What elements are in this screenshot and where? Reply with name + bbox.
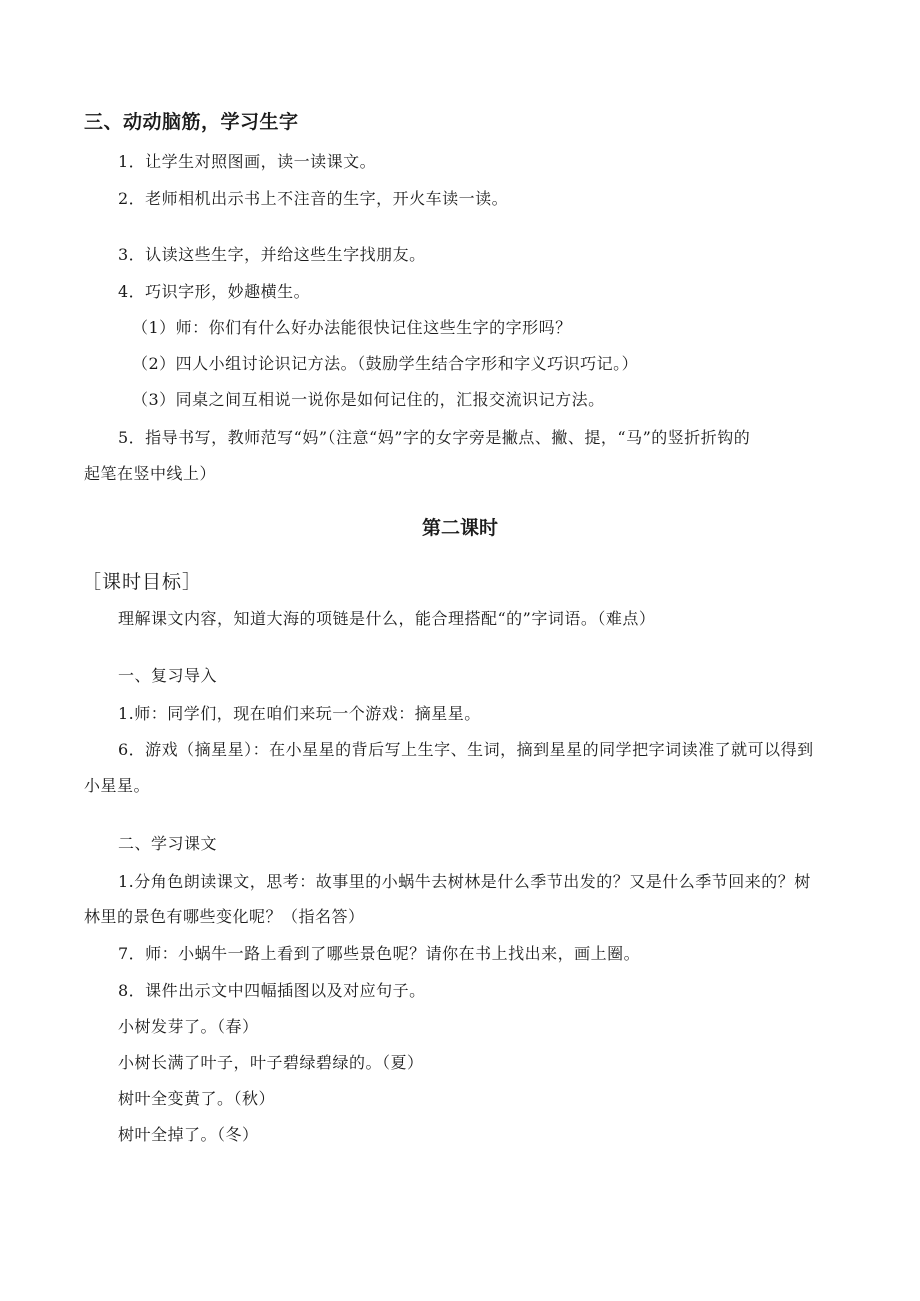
example-sentence: 树叶全变黄了。（秋） <box>118 1089 276 1108</box>
goal-heading: ［课时目标］ <box>82 571 203 593</box>
list-item: 1．让学生对照图画，读一读课文。 <box>118 152 377 171</box>
sub-list-item: （3）同桌之间互相说一说你是如何记住的，汇报交流识记方法。 <box>132 390 605 409</box>
section-heading: 三、动动脑筋，学习生字 <box>84 111 299 133</box>
list-item: 3．认读这些生字，并给这些生字找朋友。 <box>118 245 426 264</box>
list-item: 8．课件出示文中四幅插图以及对应句子。 <box>118 981 426 1000</box>
list-item: 7．师：小蜗牛一路上看到了哪些景色呢？请你在书上找出来，画上圈。 <box>118 944 641 963</box>
list-item: 4．巧识字形，妙趣横生。 <box>118 282 311 301</box>
list-item: 6．游戏（摘星星）：在小星星的背后写上生字、生词，摘到星星的同学把字词读准了就可以得到 <box>118 740 814 759</box>
goal-text: 理解课文内容，知道大海的项链是什么，能合理搭配“的”字词语。（难点） <box>118 609 656 628</box>
list-item: 1.师：同学们，现在咱们来玩一个游戏：摘星星。 <box>118 704 481 723</box>
sub-list-item: （1）师：你们有什么好办法能很快记住这些生字的字形吗？ <box>132 318 572 337</box>
example-sentence: 小树长满了叶子，叶子碧绿碧绿的。（夏） <box>118 1053 424 1072</box>
lesson-title: 第二课时 <box>421 517 498 539</box>
list-item-continuation: 小星星。 <box>84 776 151 795</box>
list-item: 1.分角色朗读课文，思考：故事里的小蜗牛去树林是什么季节出发的？又是什么季节回来的？树 <box>118 872 811 891</box>
example-sentence: 树叶全掉了。（冬） <box>118 1125 259 1144</box>
part-heading: 二、学习课文 <box>118 834 218 853</box>
list-item: 5．指导书写，教师范写“妈”（注意“妈”字的女字旁是撇点、撇、提，“马”的竖折折钩的 <box>118 428 751 447</box>
list-item-continuation: 起笔在竖中线上） <box>84 464 217 483</box>
sub-list-item: （2）四人小组讨论识记方法。（鼓励学生结合字形和字义巧识巧记。） <box>132 354 639 373</box>
example-sentence: 小树发芽了。（春） <box>118 1017 259 1036</box>
list-item-continuation: 林里的景色有哪些变化呢？（指名答） <box>84 907 365 926</box>
list-item: 2．老师相机出示书上不注音的生字，开火车读一读。 <box>118 189 509 208</box>
part-heading: 一、复习导入 <box>118 666 218 685</box>
